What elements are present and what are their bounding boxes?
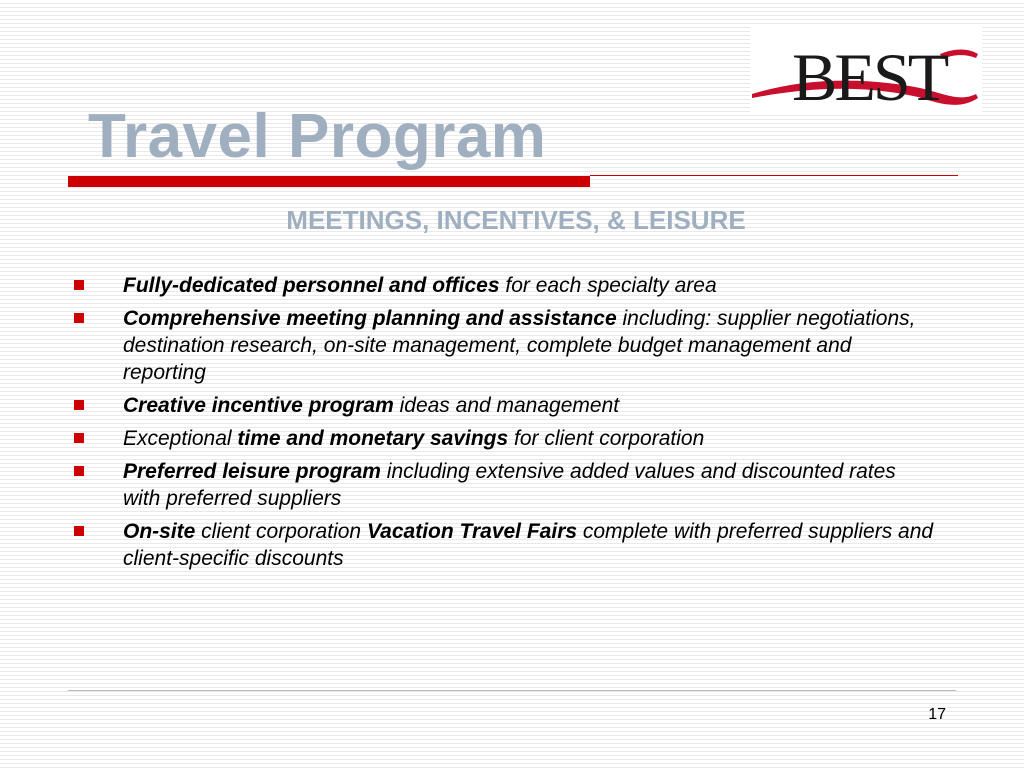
slide-title: Travel Program [88, 102, 547, 171]
bullet-item [68, 305, 938, 386]
bullet-text: Exceptional [123, 427, 238, 450]
bullet-item [68, 518, 938, 572]
square-bullet-icon [74, 280, 84, 290]
bullet-item [68, 272, 938, 299]
bullet-emphasis: Vacation Travel Fairs [366, 520, 578, 543]
bullet-text: for each specialty area [499, 274, 717, 297]
bullet-text: including: supplier negotiations, destination research, on-site management, complete budget management and reporting [123, 307, 916, 384]
bullet-emphasis: time and monetary savings [237, 427, 509, 450]
square-bullet-icon [74, 400, 84, 410]
bullet-emphasis: Preferred leisure program [123, 460, 381, 483]
footer-divider [68, 690, 956, 691]
bullet-item [68, 425, 938, 452]
best-logo [750, 24, 982, 114]
bullet-text: for client corporation [508, 427, 705, 450]
bullet-emphasis: Creative incentive program [123, 394, 394, 417]
bullet-emphasis: Comprehensive meeting planning and assistance [123, 307, 617, 330]
bullet-emphasis: On-site [123, 520, 196, 543]
bullet-emphasis: Fully-dedicated personnel and offices [123, 274, 500, 297]
square-bullet-icon [74, 313, 84, 323]
square-bullet-icon [74, 526, 84, 536]
page-number: 17 [928, 706, 946, 723]
bullet-text: client corporation [195, 520, 367, 543]
bullet-text: ideas and management [393, 394, 620, 417]
bullet-text: including extensive added values and discounted rates with preferred suppliers [123, 460, 896, 510]
square-bullet-icon [74, 466, 84, 476]
title-underline-thin [590, 175, 958, 176]
bullet-list [68, 272, 938, 578]
bullet-text: complete with preferred suppliers and client-specific discounts [123, 520, 934, 570]
best-logo-graphic [750, 24, 982, 114]
title-underline-thick [68, 176, 590, 187]
bullet-item [68, 392, 938, 419]
logo-text: BEST [792, 39, 947, 114]
square-bullet-icon [74, 433, 84, 443]
bullet-item [68, 458, 938, 512]
slide-subtitle: MEETINGS, INCENTIVES, & LEISURE [286, 205, 746, 235]
